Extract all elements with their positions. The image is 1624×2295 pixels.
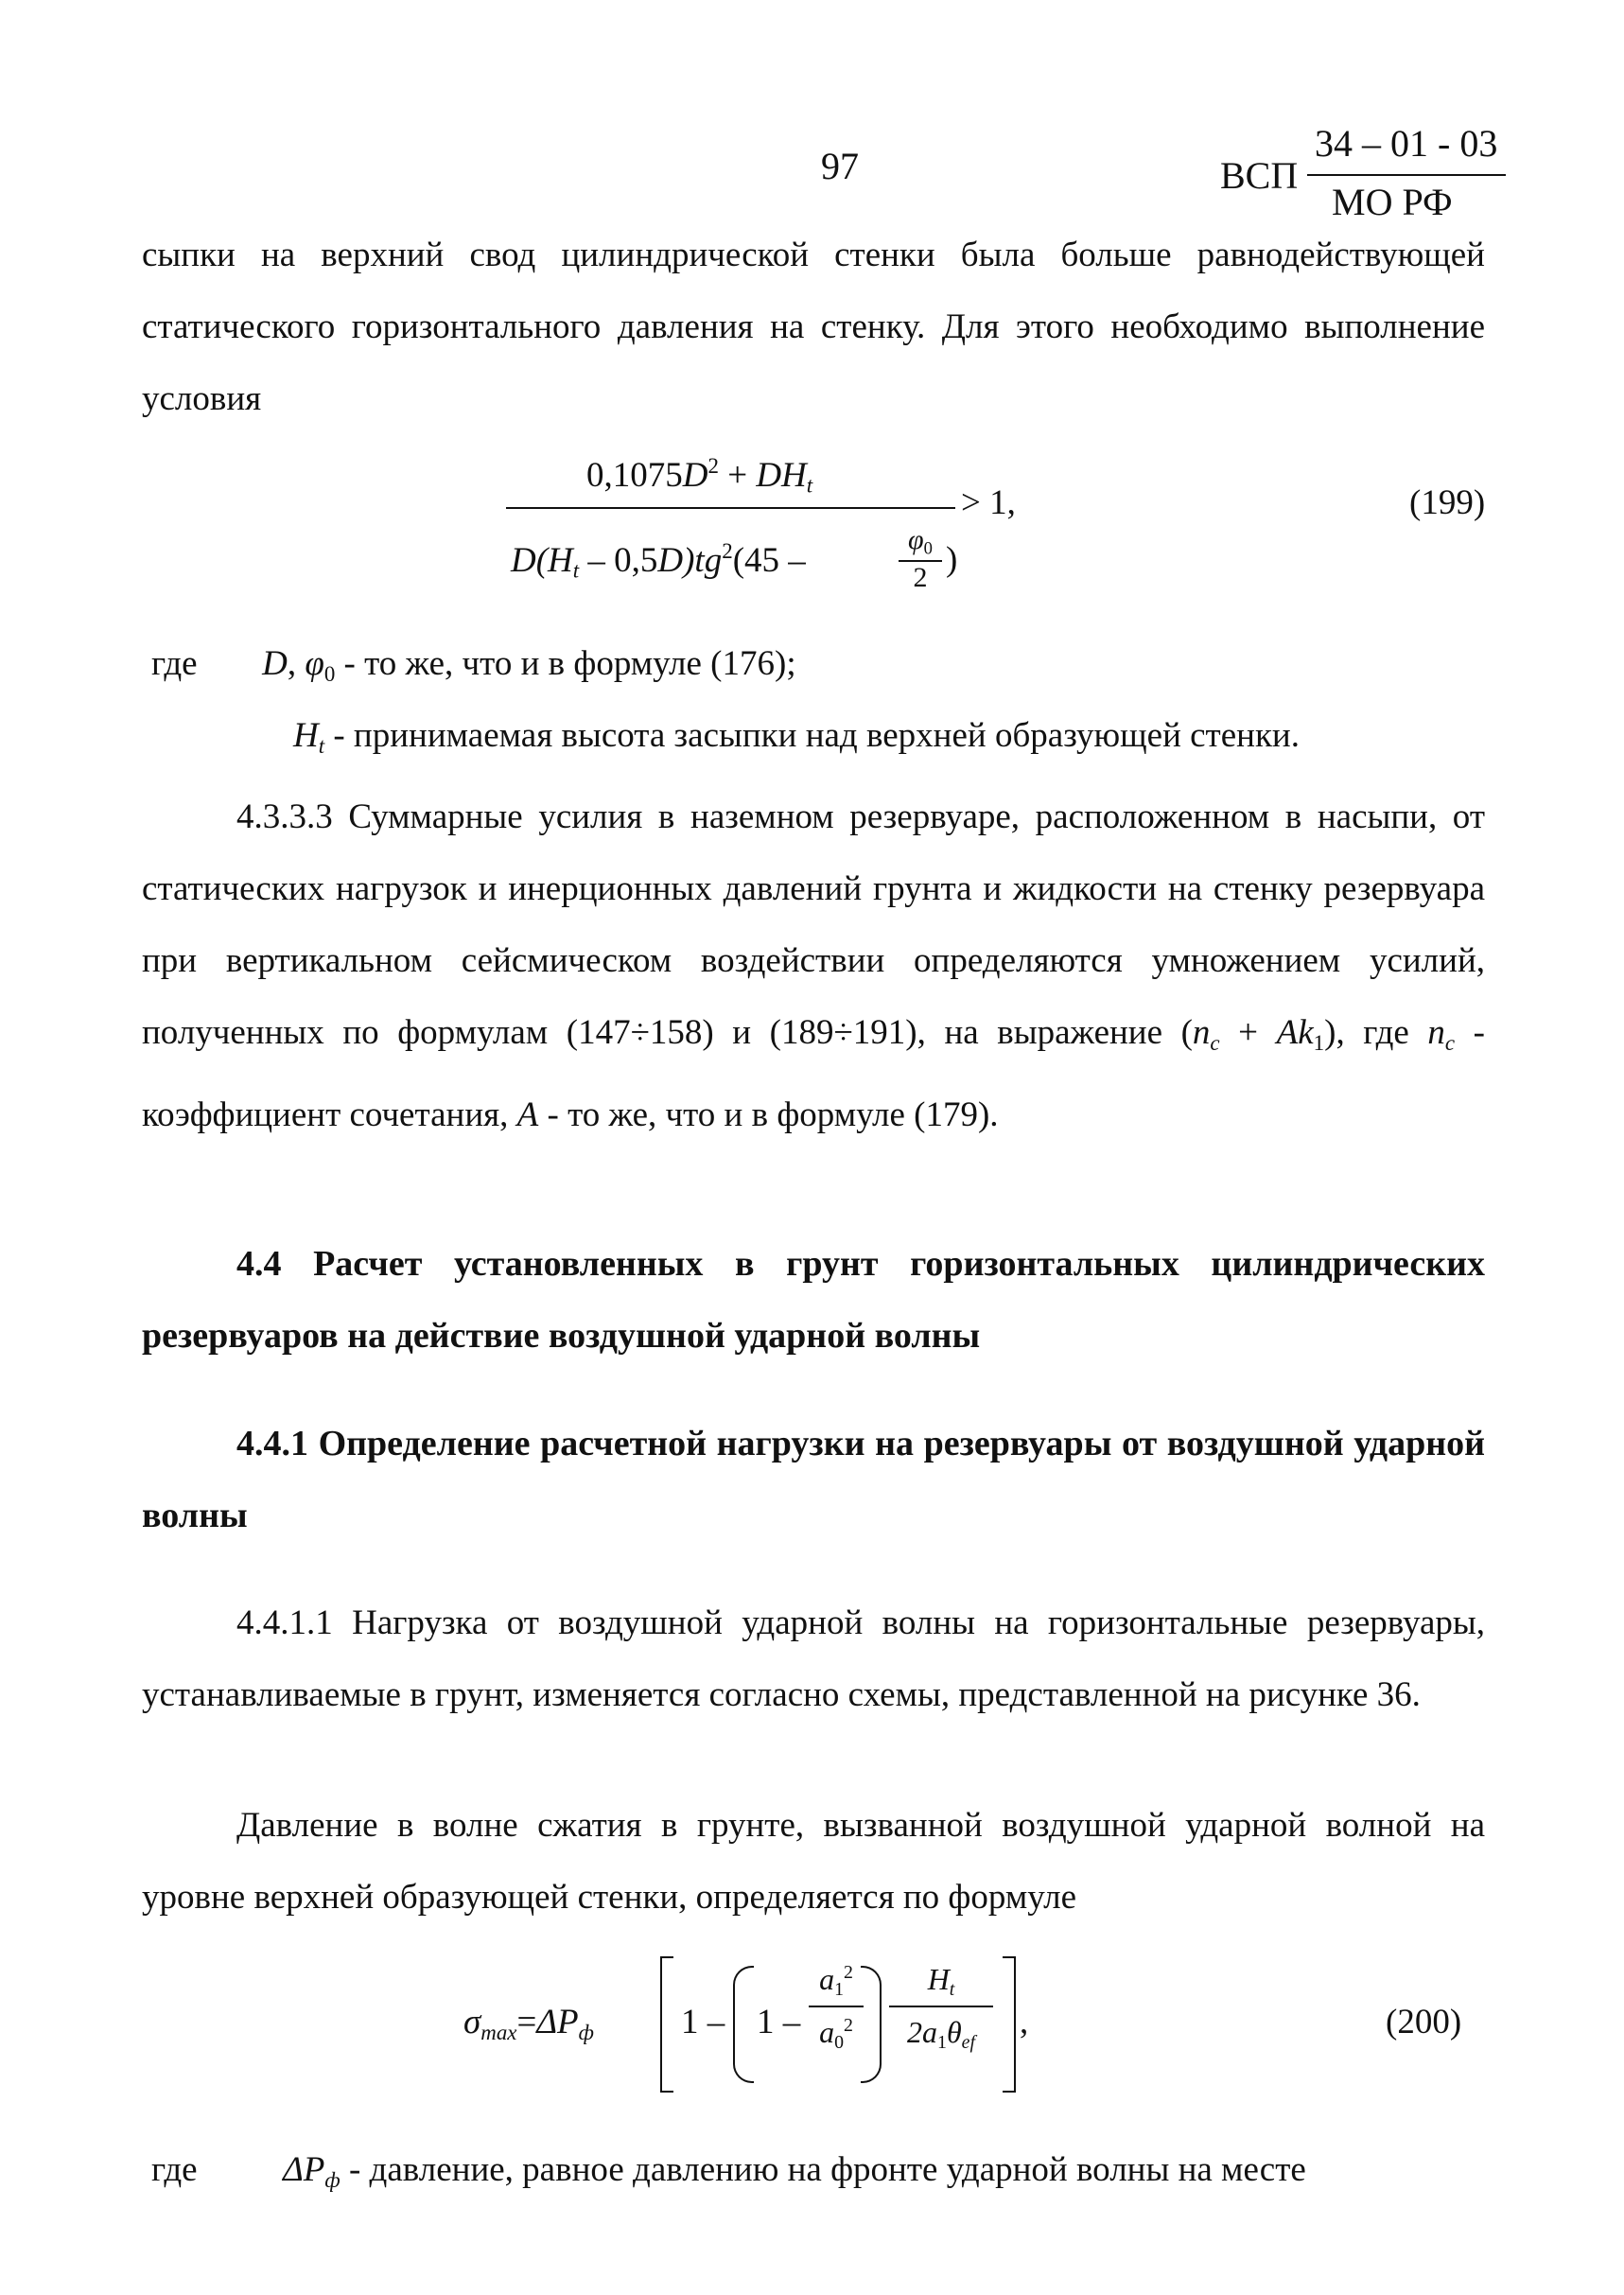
where-block-1: где D, $\varphi_0$ - то же, что и в формуле (176);: [151, 644, 796, 686]
paragraph-4-4-1-1: 4.4.1.1 Нагрузка от воздушной ударной волны на горизонтальные резервуары, устанавливаемые в грунт, изменяется согласно схемы, представленной на рисунке 36.: [142, 1603, 1485, 1714]
paragraph-pressure: Давление в волне сжатия в грунте, вызванной воздушной ударной волной на уровне верхней образующей стенки, определяется по формуле: [142, 1806, 1485, 1917]
code-bottom: МО РФ: [1332, 181, 1453, 223]
eq200-left-bracket: [660, 1956, 673, 2093]
eq200-h-fraction: $H_t$ $2a_1\theta_{ef}$: [889, 1962, 993, 2072]
eq200-one-inner: 1 –: [757, 2003, 801, 2041]
eq199-numerator: $0,1075D^2 + DH_t$: [586, 454, 813, 498]
eq200-right-bracket: [1003, 1956, 1016, 2093]
section-heading-4-4: 4.4 Расчет установленных в грунт горизонтальных цилиндрических резервуаров на действие воздушной ударной волны: [142, 1244, 1485, 1356]
eq200-one: 1 –: [681, 2003, 725, 2041]
code-top: 34 – 01 - 03: [1315, 122, 1498, 165]
eq199-gt: > 1,: [961, 483, 1016, 522]
eq199-close: ): [946, 540, 958, 579]
eq199-fraction-bar: [506, 507, 955, 509]
code-divider: [1307, 174, 1506, 176]
section-heading-4-4-1: 4.4.1 Определение расчетной нагрузки на резервуары от воздушной ударной волны: [142, 1424, 1485, 1535]
eq199-number: (199): [1409, 483, 1486, 522]
paragraph-4-3-3-3: 4.3.3.3 Суммарные усилия в наземном резервуаре, расположенном в насыпи, от статических нагрузок и инерционных давлений грунта и жидкости на стенку резервуара при вертикальном сейсмическом воздействии определяются умножением усилий, полученных по формулам (147÷158) и (189÷191), на выражение $(n_c + Ak_1)$, где $n_c$ - коэффициент сочетания, A - то же, что и в формуле (179).: [142, 797, 1486, 1134]
where-block-1-ht: $H_t$ - принимаемая высота засыпки над верхней образующей стенки.: [293, 716, 1300, 758]
eq200-number: (200): [1386, 2003, 1462, 2041]
page-number: 97: [821, 145, 859, 187]
eq199-denominator: $D(H_t - 0,5D)tg^2(45$ –: [511, 539, 806, 583]
code-prefix: ВСП: [1220, 154, 1299, 197]
eq200-right-paren: [861, 1966, 882, 2083]
eq200-a-fraction: $a_1^2$ $a_0^2$: [809, 1962, 864, 2072]
where-block-2: где $\Delta P_ф$ - давление, равное давлению на фронте ударной волны на месте: [151, 2150, 1306, 2192]
eq200-left-paren: [733, 1966, 754, 2083]
equation-200: [454, 1949, 1485, 2100]
paragraph-continuation: сыпки на верхний свод цилиндрической стенки была больше равнодействующей статического горизонтального давления на стенку. Для этого необходимо выполнение условия: [142, 236, 1485, 418]
eq200-comma: ,: [1020, 2003, 1029, 2041]
eq200-lhs: $\sigma_{max}=\Delta P_ф$: [463, 2003, 594, 2044]
eq199-phi-fraction: $\varphi_0$ 2: [899, 524, 942, 594]
equation-199: [501, 445, 1485, 615]
